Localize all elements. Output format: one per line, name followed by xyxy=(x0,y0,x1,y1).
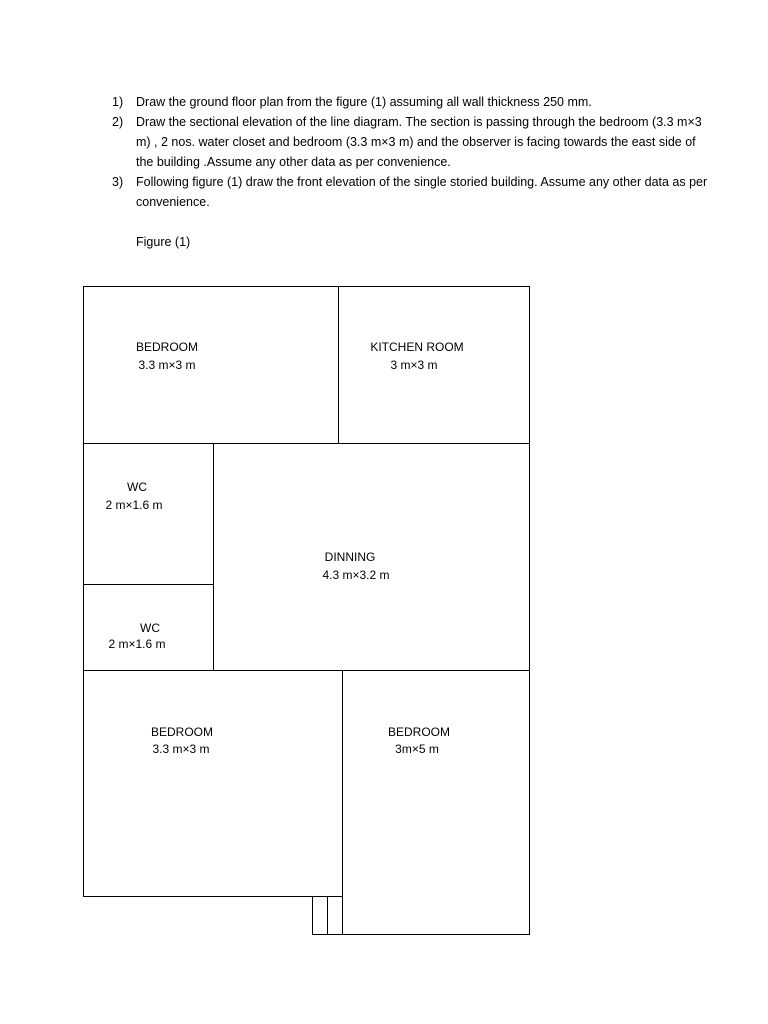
room-size-bedroom-top: 3.3 m×3 m xyxy=(138,358,196,372)
room-name-wc-upper: WC xyxy=(127,480,147,494)
room-size-wc-lower: 2 m×1.6 m xyxy=(108,637,166,651)
instruction-text: Draw the sectional elevation of the line diagram. The section is passing through the bedroom (3.3 m×3 m) , 2 nos. water closet and bedroom (3.3 m×3 m) and the observer is facing towards the east side of the building .Assume any other data as per convenience. xyxy=(136,115,702,169)
room-name-bedroom-bottom-left: BEDROOM xyxy=(150,725,214,739)
bedroom-bottom-right-walls xyxy=(343,671,530,935)
room-size-bedroom-bottom-right: 3m×5 m xyxy=(395,742,439,756)
instruction-number: 3) xyxy=(112,175,124,189)
bedroom-bottom-left-walls xyxy=(84,671,343,897)
room-size-wc-upper: 2 m×1.6 m xyxy=(105,498,163,512)
room-name-kitchen: KITCHEN ROOM xyxy=(370,340,464,354)
room-size-bedroom-bottom-left: 3.3 m×3 m xyxy=(152,742,210,756)
instruction-text: Following figure (1) draw the front elevation of the single storied building. Assume any other data as per convenience. xyxy=(136,175,708,209)
room-name-bedroom-bottom-right: BEDROOM xyxy=(387,725,451,739)
room-name-bedroom-top: BEDROOM xyxy=(135,340,199,354)
room-size-kitchen: 3 m×3 m xyxy=(390,358,438,372)
room-name-wc-lower: WC xyxy=(140,621,160,635)
room-name-dinning: DINNING xyxy=(324,550,376,564)
room-size-dinning: 4.3 m×3.2 m xyxy=(322,568,390,582)
instruction-number: 2) xyxy=(112,115,124,129)
instruction-text: Draw the ground floor plan from the figure (1) assuming all wall thickness 250 mm. xyxy=(136,95,592,109)
instruction-number: 1) xyxy=(112,95,124,109)
figure-caption: Figure (1) xyxy=(136,235,191,249)
